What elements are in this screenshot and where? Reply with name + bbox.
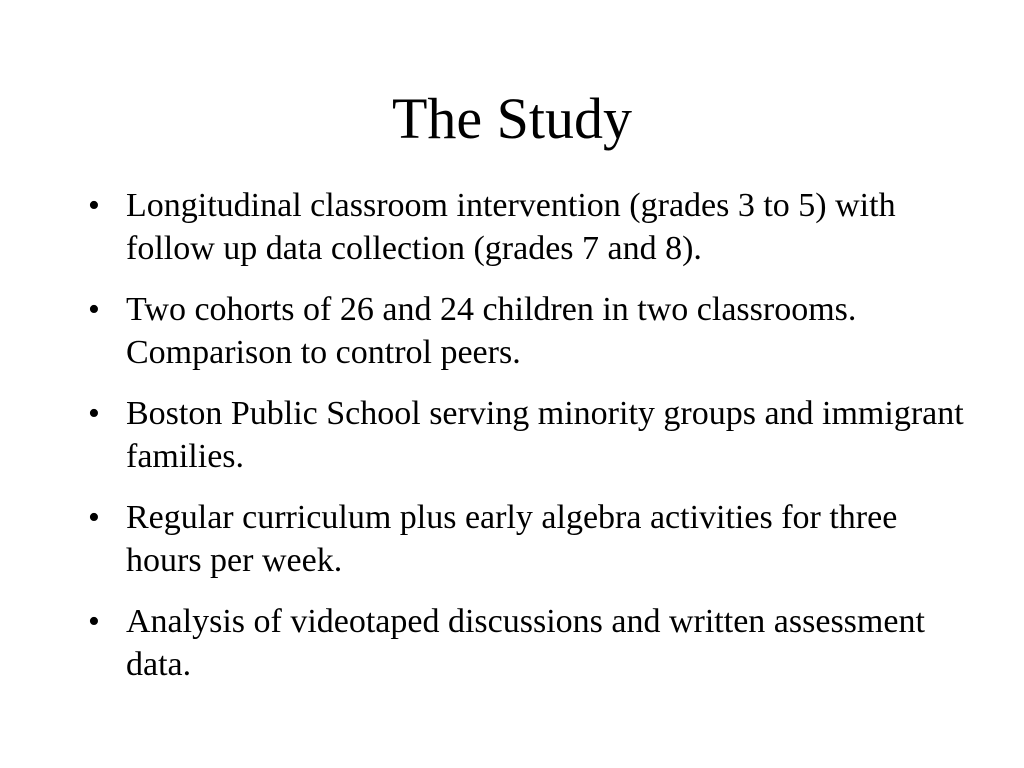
bullet-item [86,392,966,478]
bullet-item [86,496,966,582]
bullet-text: Boston Public School serving minority groups and immigrant families. [126,395,964,475]
bullet-icon: • [88,395,100,432]
bullet-item [86,600,966,686]
bullet-icon: • [88,187,100,224]
bullet-list [86,184,966,704]
bullet-text: Regular curriculum plus early algebra activities for three hours per week. [126,499,898,579]
bullet-icon: • [88,291,100,328]
bullet-text: Analysis of videotaped discussions and written assessment data. [126,603,925,683]
bullet-item [86,288,966,374]
bullet-text: Two cohorts of 26 and 24 children in two classrooms. Comparison to control peers. [126,291,874,371]
slide-title: The Study [391,86,633,151]
bullet-icon: • [88,499,100,536]
bullet-item [86,184,966,270]
bullet-text: Longitudinal classroom intervention (grades 3 to 5) with follow up data collection (grades 7 and 8). [126,187,896,267]
bullet-icon: • [88,603,100,640]
